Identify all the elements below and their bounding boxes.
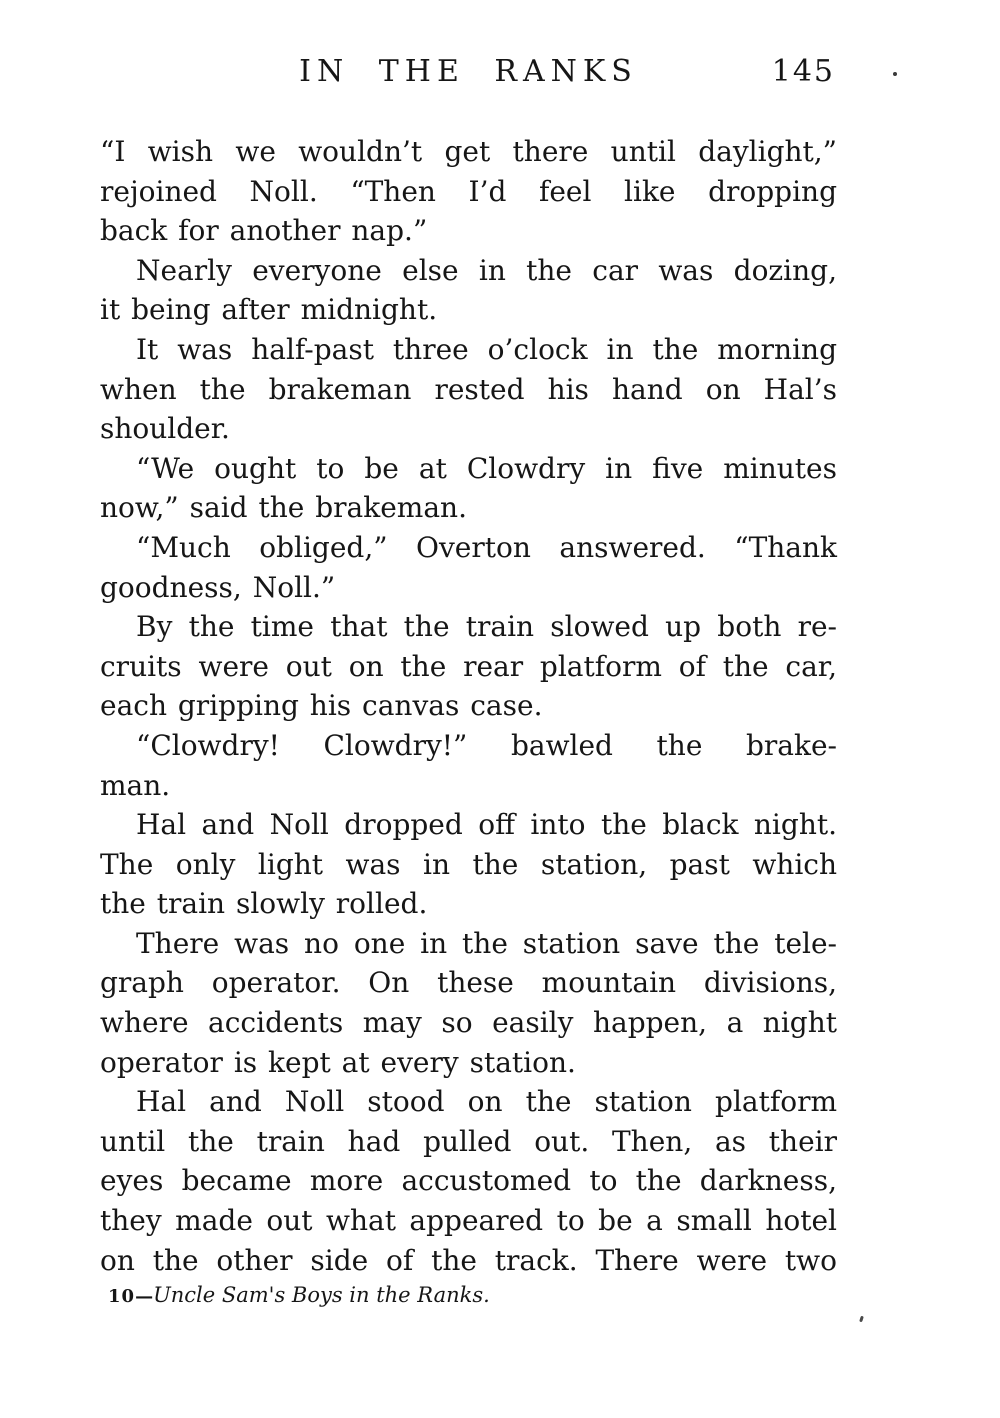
- chapter-title: IN THE RANKS: [299, 54, 638, 89]
- scan-artifact-dot: [893, 72, 897, 76]
- text-line: each gripping his canvas case.: [100, 689, 543, 723]
- text-line: Nearly everyone else in the car was dozing,: [136, 253, 837, 287]
- text-line: where accidents may so easily happen, a night: [100, 1006, 837, 1040]
- text-line: eyes became more accustomed to the darkness,: [100, 1164, 837, 1198]
- paragraph: [100, 528, 837, 607]
- text-line: it being after midnight.: [100, 293, 438, 327]
- footer-dash: —: [135, 1286, 154, 1307]
- paragraph: [100, 805, 837, 924]
- text-line: goodness, Noll.”: [100, 570, 336, 604]
- text-line: graph operator. On these mountain divisions,: [100, 966, 837, 1000]
- text-line: until the train had pulled out. Then, as their: [100, 1124, 837, 1158]
- text-line: now,” said the brakeman.: [100, 491, 467, 525]
- footer-signature-line: [108, 1282, 490, 1310]
- text-line: operator is kept at every station.: [100, 1045, 576, 1079]
- page-number: 145: [771, 54, 835, 89]
- text-line: cruits were out on the rear platform of the car,: [100, 649, 837, 683]
- text-line: There was no one in the station save the tele-: [136, 926, 837, 960]
- text-line: “Clowdry! Clowdry!” bawled the brake-: [136, 728, 837, 762]
- text-line: rejoined Noll. “Then I’d feel like dropping: [100, 174, 837, 208]
- text-line: “Much obliged,” Overton answered. “Thank: [136, 530, 837, 564]
- text-line: back for another nap.”: [100, 214, 428, 248]
- paragraph: [100, 726, 837, 805]
- paragraph: [100, 330, 837, 449]
- text-line: the train slowly rolled.: [100, 887, 428, 921]
- text-line: The only light was in the station, past which: [100, 847, 837, 881]
- paragraph: [100, 1082, 837, 1280]
- paragraph: [100, 924, 837, 1082]
- text-line: “I wish we wouldn’t get there until daylight,”: [100, 135, 837, 168]
- text-line: It was half-past three o’clock in the morning: [136, 332, 837, 366]
- text-line: man.: [100, 768, 171, 802]
- text-line: “We ought to be at Clowdry in five minutes: [136, 451, 837, 485]
- footer-book-title: Uncle Sam's Boys in the Ranks.: [153, 1283, 490, 1307]
- text-line: they made out what appeared to be a small hotel: [100, 1204, 837, 1238]
- text-line: shoulder.: [100, 412, 230, 446]
- text-line: By the time that the train slowed up both re-: [136, 610, 837, 644]
- scan-artifact-dot: [859, 1316, 864, 1323]
- text-line: on the other side of the track. There were two: [100, 1243, 837, 1277]
- footer-signature-number: 10: [108, 1286, 136, 1307]
- text-line: Hal and Noll dropped off into the black night.: [136, 808, 837, 842]
- paragraph: [100, 607, 837, 726]
- text-block: [100, 132, 837, 1280]
- text-line: Hal and Noll stood on the station platform: [136, 1085, 837, 1119]
- paragraph: [100, 251, 837, 330]
- paragraph: [100, 449, 837, 528]
- paragraph: [100, 132, 837, 251]
- running-head: [100, 54, 837, 96]
- text-line: when the brakeman rested his hand on Hal’s: [100, 372, 837, 406]
